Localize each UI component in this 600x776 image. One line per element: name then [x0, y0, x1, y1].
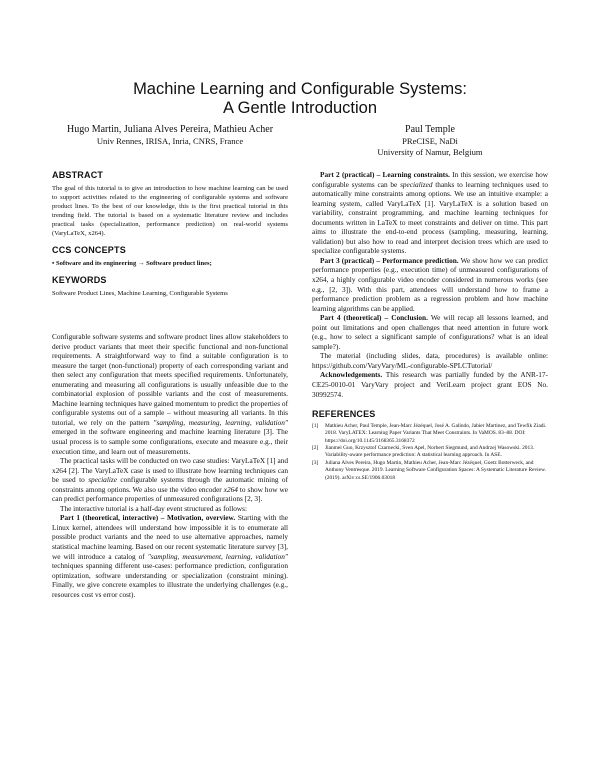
reference-text: Jianmei Guo, Krzysztof Czarnecki, Sven Apel, Norbert Siegmund, and Andrzej Wasowski. 2013. Variability-aware performance prediction: A statistical learning approach. In ASE. — [325, 445, 535, 459]
reference-number: [2] — [312, 445, 319, 452]
keywords-heading: KEYWORDS — [52, 275, 107, 285]
reference-item — [312, 445, 548, 459]
abstract-section — [52, 170, 288, 238]
author-affiliation-2b: University of Namur, Belgium — [377, 147, 483, 157]
body-paragraph-3: The interactive tutorial is a half-day event structured as follows: — [60, 503, 248, 513]
part2-label: Part 2 (practical) – Learning constraints. — [320, 170, 450, 179]
acknowledgements-paragraph: Acknowledgements. This research was partially funded by the ANR-17-CE25-0010-01 VaryVary project and VeriLearn project grant EOS No. 30992574. — [312, 370, 548, 399]
left-column — [52, 170, 288, 599]
author-affiliation-2a: PReCISE, NaDi — [402, 136, 458, 146]
reference-number: [3] — [312, 460, 319, 467]
keywords-section — [52, 275, 288, 298]
abstract-text: The goal of this tutorial is to give an introduction to how machine learning can be used to support activities related to the engineering of configurable systems and software product lines. To the best of our knowledge, this is the first practical tutorial in this trending field. The tutorial is based on a systematic literature review and includes practical tasks (specialization, performance prediction) on real-world systems (VaryLaTeX, x264). — [52, 185, 288, 237]
author-block-2 — [330, 124, 530, 158]
author-block-1 — [62, 124, 278, 147]
part3-paragraph: Part 3 (practical) – Performance prediction. We show how we can predict performance properties (e.g., execution time) of unmeasured configurations of x264, a highly configurable video encoder considered in numerous works (see e.g., [2, 3]). With this part, attendees will understand how to frame a performance prediction problem as a regression problem and how machine learning algorithms can be applied. — [312, 255, 548, 313]
paper-title-line-2: A Gentle Introduction — [222, 99, 378, 117]
part1-label: Part 1 (theoretical, interactive) – Motivation, overview. — [60, 513, 236, 523]
author-names-2: Paul Temple — [405, 124, 455, 135]
ccs-text: • Software and its engineering → Software product lines; — [52, 260, 212, 267]
part4-paragraph: Part 4 (theoretical) – Conclusion. We will recap all lessons learned, and point out limitations and open challenges that need attention in future work (e.g., how to select a significant sample of configurations? what is an ideal sample?). — [312, 313, 548, 351]
part1-paragraph: Part 1 (theoretical, interactive) – Motivation, overview. Starting with the Linux kernel, attendees will understand how impossible it is to enumerate all possible product variants and the need to use alternative approaches, namely statistical machine learning. Based on our recent systematic literature survey [3], we will introduce a catalog of "sampling, measurement, learning, validation" techniques spanning different use-cases: performance prediction, configuration optimization, software understanding or specialization (constraint mining). Finally, we give concrete examples to illustrate the underlying challenges (e.g., resources cost vs error cost). — [52, 513, 288, 599]
ccs-section — [52, 245, 288, 268]
author-names-1: Hugo Martin, Juliana Alves Pereira, Mathieu Acher — [66, 124, 274, 135]
reference-item — [312, 460, 548, 482]
body-paragraph-1: Configurable software systems and software product lines allow stakeholders to derive product variants that meet their specific functional and non-functional requirements. A straightforward way to find a suitable configuration is to measure the target (non-functional) property of each corresponding variant and then select any configuration that meets specified requirements. Unfortunately, enumerating and measuring all configurations is usually unfeasible due to the combinatorial explosion of possible variants and the cost of measurements. Machine learning techniques have gained momentum to predict the properties of configurable systems out of a sample – without measuring all variants. In this tutorial, we rely on the pattern "sampling, measuring, learning, validation" emerged in the software engineering and machine learning literature [3]. The usual process is to sample some configurations, execute and measure e.g., their execution time, and learn out of measurements. — [52, 332, 288, 456]
body-paragraph-2: The practical tasks will be conducted on two case studies: VaryLaTeX [1] and x264 [2]. The VaryLaTeX case is used to illustrate how learning techniques can be used to specialize configurable systems through the automatic mining of constraints among options. We also use the video encoder x264 to show how we can predict performance properties of unmeasured configurations [2, 3]. — [52, 456, 288, 504]
ccs-heading: CCS CONCEPTS — [52, 245, 126, 255]
abstract-heading: ABSTRACT — [52, 170, 104, 180]
reference-number: [1] — [312, 423, 319, 430]
references-list — [312, 423, 548, 482]
right-column — [312, 170, 548, 482]
part3-label: Part 3 (practical) – Performance prediction. — [320, 255, 459, 265]
part4-label: Part 4 (theoretical) – Conclusion. — [320, 313, 428, 323]
acknowledgements-label: Acknowledgements. — [320, 370, 383, 380]
reference-item — [312, 423, 548, 445]
author-affiliation-1: Univ Rennes, IRISA, Inria, CNRS, France — [96, 136, 244, 146]
paper-title — [0, 80, 600, 118]
material-paragraph: The material (including slides, data, procedures) is available online: https://github.com/VaryVary/ML-configurable-SPLCTutorial/ — [312, 351, 548, 370]
paper-title-line-1: Machine Learning and Configurable Systems: — [133, 80, 467, 98]
part2-paragraph: Part 2 (practical) – Learning constraints. In this session, we exercise how configurable systems can be specialized thanks to learning techniques used to automatically mine constraints among options. We use an intuitive example: a learning system, called VaryLaTeX [1]. VaryLaTeX is a solution based on variability, constraint programming, and machine learning techniques for documents written in LaTeX to meet constraints and deliver on time. This part aims to illustrate the end-to-end process (sampling, measuring, learning, validation) but also how to read and interpret decision trees which are used to specialize configurable systems. — [312, 170, 548, 256]
keywords-text: Software Product Lines, Machine Learning, Configurable Systems — [52, 290, 228, 297]
reference-text: Mathieu Acher, Paul Temple, Jean-Marc Jézéquel, José A. Galindo, Jabier Martinez, and Tewfik Ziadi. 2018. VaryLATEX: Learning Paper Variants That Meet Constraints. In VaMOS. 83–88. DOI: https://doi.org/10.1145/3168365.3168372 — [325, 423, 547, 444]
references-heading: REFERENCES — [312, 409, 376, 420]
reference-text: Juliana Alves Pereira, Hugo Martin, Mathieu Acher, Jean-Marc Jézéquel, Goetz Botterweck, and Anthony Ventresque. 2019. Learning Software Configuration Spaces: A Systematic Literature Review. (2019). arXiv:cs.SE/1906.03018 — [325, 460, 546, 481]
